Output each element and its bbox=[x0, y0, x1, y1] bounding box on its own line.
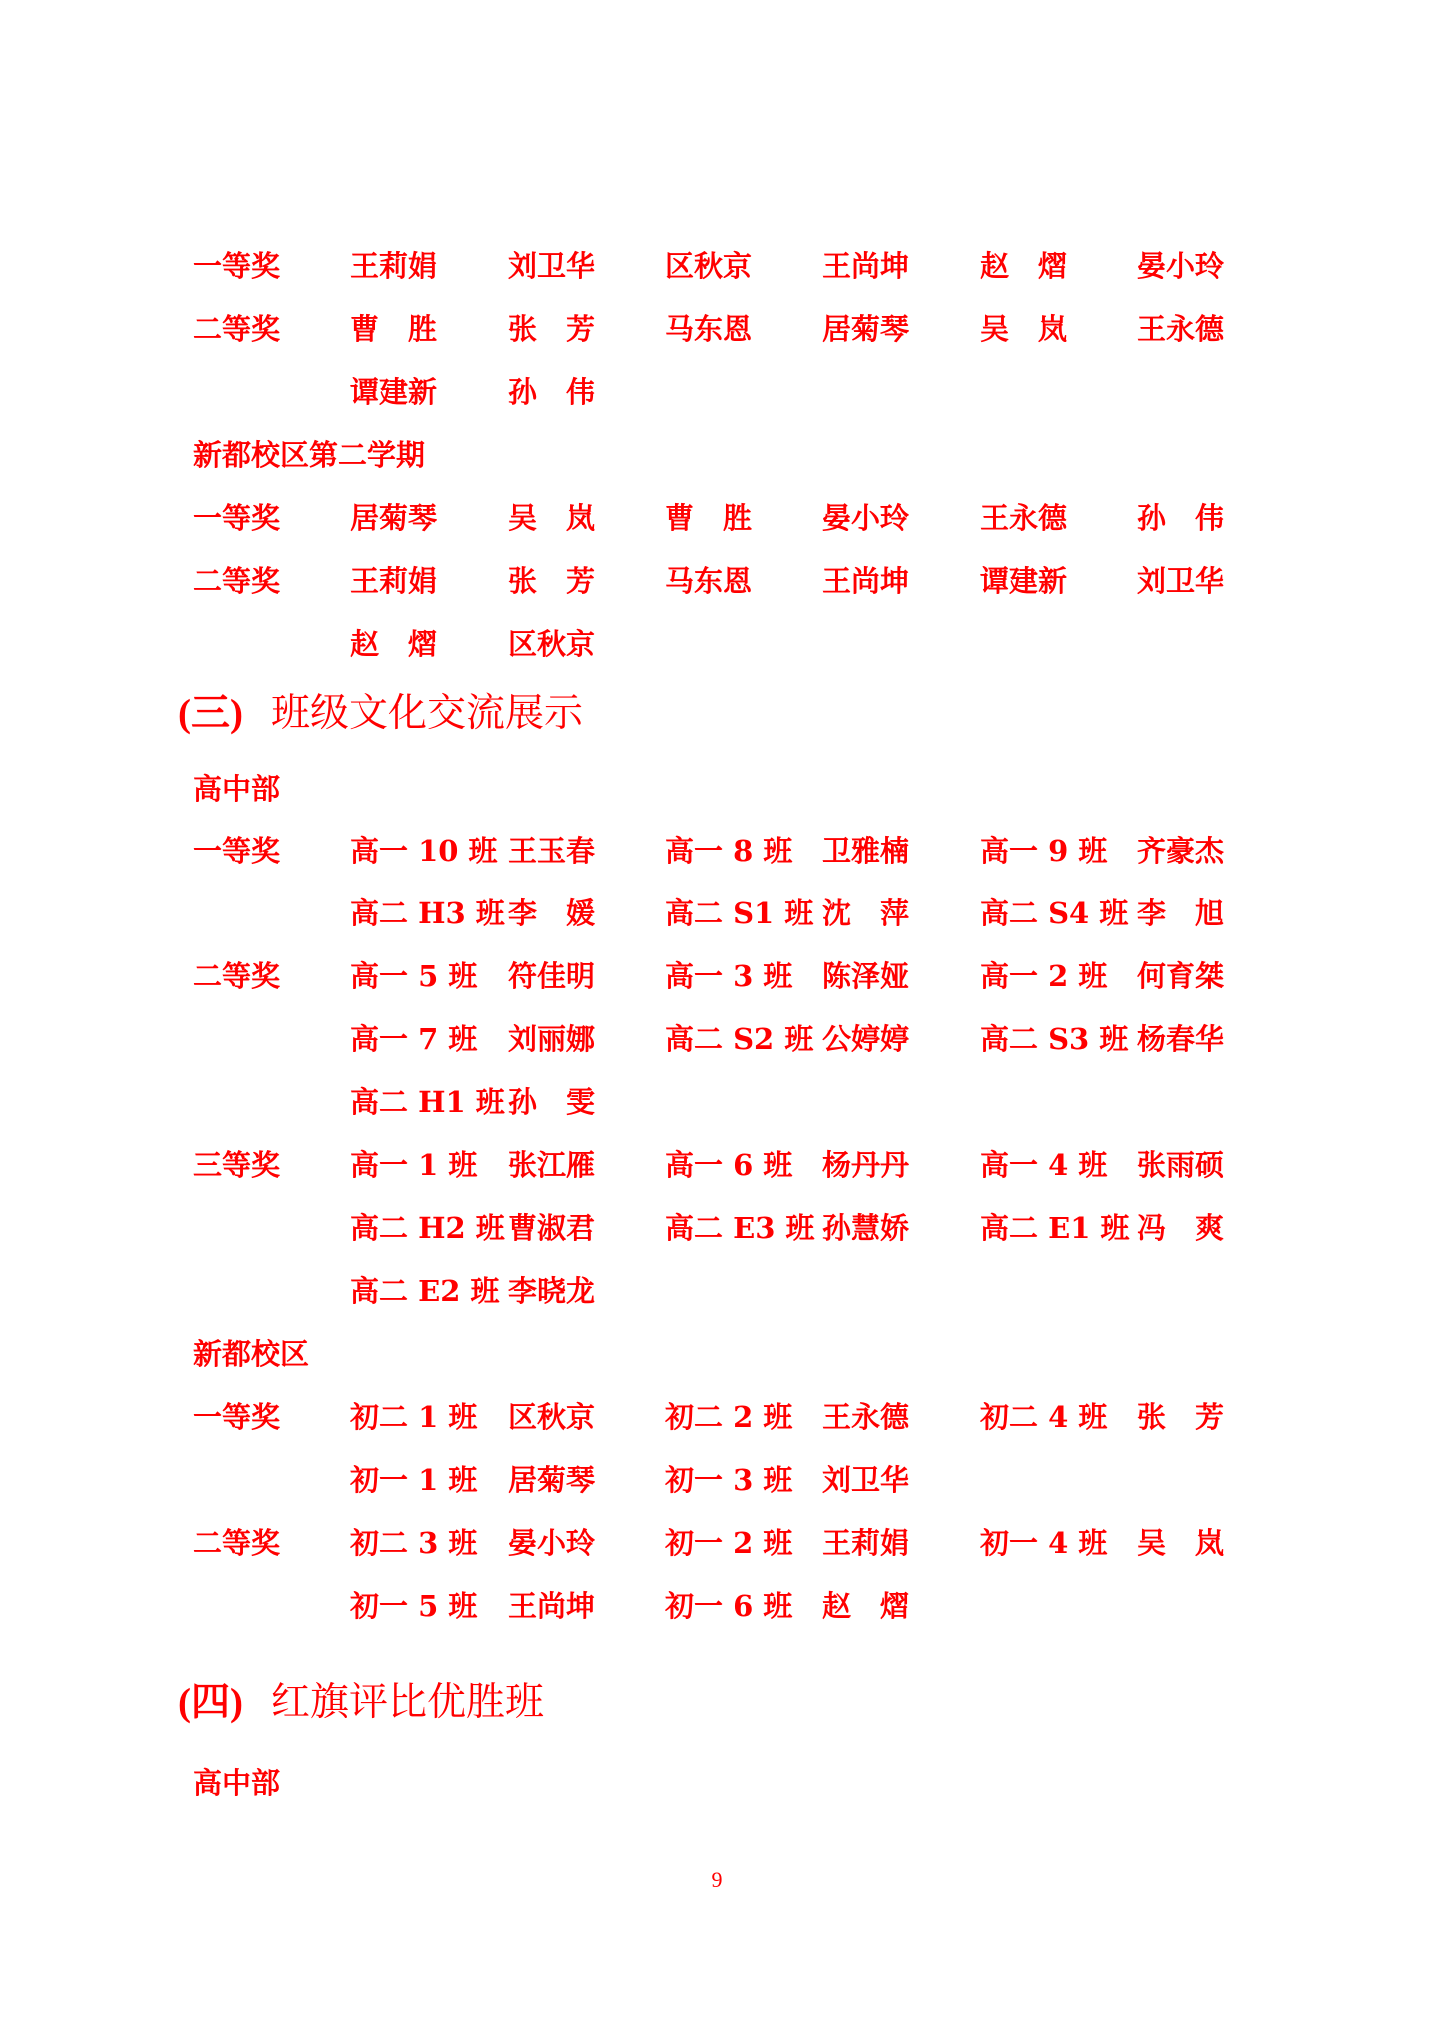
class-cell: 初一 4 班 bbox=[980, 1526, 1108, 1560]
award-row bbox=[0, 497, 1434, 539]
teacher-cell: 王永德 bbox=[822, 1400, 910, 1434]
class-cell: 高二 S4 班 bbox=[980, 896, 1129, 930]
class-cell: 初一 6 班 bbox=[665, 1589, 793, 1623]
award-level: 一等奖 bbox=[193, 1400, 281, 1434]
teacher-cell: 孙 雯 bbox=[508, 1085, 596, 1119]
section-heading bbox=[178, 686, 583, 742]
name-cell: 张 芳 bbox=[508, 564, 596, 598]
name-cell: 曹 胜 bbox=[665, 501, 753, 535]
group-label: 高中部 bbox=[193, 772, 281, 806]
award-row bbox=[0, 371, 1434, 413]
award-row bbox=[0, 308, 1434, 350]
class-cell: 高二 E1 班 bbox=[980, 1211, 1130, 1245]
name-cell: 王永德 bbox=[1137, 312, 1225, 346]
teacher-cell: 曹淑君 bbox=[508, 1211, 596, 1245]
name-cell: 谭建新 bbox=[350, 375, 438, 409]
award-row bbox=[0, 1585, 1434, 1627]
name-cell: 晏小玲 bbox=[822, 501, 910, 535]
award-level: 二等奖 bbox=[193, 1526, 281, 1560]
name-cell: 区秋京 bbox=[508, 627, 596, 661]
award-row bbox=[0, 1396, 1434, 1438]
name-cell: 刘卫华 bbox=[1137, 564, 1225, 598]
teacher-cell: 居菊琴 bbox=[508, 1463, 596, 1497]
teacher-cell: 张 芳 bbox=[1137, 1400, 1225, 1434]
class-cell: 高二 E2 班 bbox=[350, 1274, 500, 1308]
group-label: 新都校区第二学期 bbox=[193, 438, 426, 472]
award-row bbox=[0, 830, 1434, 872]
class-cell: 高一 10 班 bbox=[350, 834, 498, 868]
class-cell: 高一 9 班 bbox=[980, 834, 1108, 868]
teacher-cell: 李 旭 bbox=[1137, 896, 1225, 930]
name-cell: 刘卫华 bbox=[508, 249, 596, 283]
award-row bbox=[0, 623, 1434, 665]
group-label-row bbox=[0, 1762, 1434, 1804]
name-cell: 吴 岚 bbox=[508, 501, 596, 535]
name-cell: 孙 伟 bbox=[508, 375, 596, 409]
class-cell: 高一 1 班 bbox=[350, 1148, 478, 1182]
award-level: 三等奖 bbox=[193, 1148, 281, 1182]
class-cell: 高二 S2 班 bbox=[665, 1022, 814, 1056]
award-row bbox=[0, 892, 1434, 934]
teacher-cell: 吴 岚 bbox=[1137, 1526, 1225, 1560]
teacher-cell: 李 媛 bbox=[508, 896, 596, 930]
class-cell: 高二 H2 班 bbox=[350, 1211, 505, 1245]
teacher-cell: 沈 萍 bbox=[822, 896, 910, 930]
group-label-row bbox=[0, 768, 1434, 810]
class-cell: 高一 2 班 bbox=[980, 959, 1108, 993]
teacher-cell: 晏小玲 bbox=[508, 1526, 596, 1560]
name-cell: 赵 熠 bbox=[980, 249, 1068, 283]
name-cell: 王尚坤 bbox=[822, 564, 910, 598]
group-label-row bbox=[0, 434, 1434, 476]
class-cell: 初一 1 班 bbox=[350, 1463, 478, 1497]
teacher-cell: 齐豪杰 bbox=[1137, 834, 1225, 868]
teacher-cell: 陈泽娅 bbox=[822, 959, 910, 993]
name-cell: 谭建新 bbox=[980, 564, 1068, 598]
name-cell: 王莉娟 bbox=[350, 564, 438, 598]
class-cell: 高一 4 班 bbox=[980, 1148, 1108, 1182]
class-cell: 高一 3 班 bbox=[665, 959, 793, 993]
teacher-cell: 赵 熠 bbox=[822, 1589, 910, 1623]
class-cell: 初二 4 班 bbox=[980, 1400, 1108, 1434]
name-cell: 曹 胜 bbox=[350, 312, 438, 346]
name-cell: 张 芳 bbox=[508, 312, 596, 346]
name-cell: 王永德 bbox=[980, 501, 1068, 535]
teacher-cell: 公婷婷 bbox=[822, 1022, 910, 1056]
name-cell: 孙 伟 bbox=[1137, 501, 1225, 535]
award-row bbox=[0, 1522, 1434, 1564]
group-label-row bbox=[0, 1333, 1434, 1375]
award-level: 二等奖 bbox=[193, 564, 281, 598]
teacher-cell: 杨丹丹 bbox=[822, 1148, 910, 1182]
award-row bbox=[0, 1144, 1434, 1186]
group-label: 新都校区 bbox=[193, 1337, 310, 1371]
section-heading-number: (四) bbox=[178, 1681, 243, 1724]
award-row bbox=[0, 955, 1434, 997]
page-number: 9 bbox=[711, 1867, 723, 1892]
name-cell: 王尚坤 bbox=[822, 249, 910, 283]
name-cell: 王莉娟 bbox=[350, 249, 438, 283]
teacher-cell: 孙慧娇 bbox=[822, 1211, 910, 1245]
name-cell: 居菊琴 bbox=[350, 501, 438, 535]
teacher-cell: 刘丽娜 bbox=[508, 1022, 596, 1056]
name-cell: 马东恩 bbox=[665, 312, 753, 346]
class-cell: 初二 1 班 bbox=[350, 1400, 478, 1434]
class-cell: 初二 3 班 bbox=[350, 1526, 478, 1560]
award-row bbox=[0, 560, 1434, 602]
class-cell: 高一 7 班 bbox=[350, 1022, 478, 1056]
award-row bbox=[0, 1081, 1434, 1123]
award-level: 二等奖 bbox=[193, 312, 281, 346]
award-level: 一等奖 bbox=[193, 501, 281, 535]
award-level: 一等奖 bbox=[193, 834, 281, 868]
name-cell: 马东恩 bbox=[665, 564, 753, 598]
class-cell: 高二 E3 班 bbox=[665, 1211, 815, 1245]
group-label: 高中部 bbox=[193, 1766, 281, 1800]
award-row bbox=[0, 1018, 1434, 1060]
teacher-cell: 刘卫华 bbox=[822, 1463, 910, 1497]
class-cell: 高一 6 班 bbox=[665, 1148, 793, 1182]
class-cell: 高一 8 班 bbox=[665, 834, 793, 868]
class-cell: 高二 H1 班 bbox=[350, 1085, 505, 1119]
class-cell: 高一 5 班 bbox=[350, 959, 478, 993]
class-cell: 初二 2 班 bbox=[665, 1400, 793, 1434]
name-cell: 赵 熠 bbox=[350, 627, 438, 661]
class-cell: 高二 S3 班 bbox=[980, 1022, 1129, 1056]
teacher-cell: 区秋京 bbox=[508, 1400, 596, 1434]
award-row bbox=[0, 1270, 1434, 1312]
section-heading-title: 班级文化交流展示 bbox=[270, 691, 583, 736]
teacher-cell: 王莉娟 bbox=[822, 1526, 910, 1560]
name-cell: 吴 岚 bbox=[980, 312, 1068, 346]
teacher-cell: 张江雁 bbox=[508, 1148, 596, 1182]
award-row bbox=[0, 245, 1434, 287]
teacher-cell: 符佳明 bbox=[508, 959, 596, 993]
name-cell: 晏小玲 bbox=[1137, 249, 1225, 283]
class-cell: 高二 S1 班 bbox=[665, 896, 814, 930]
teacher-cell: 张雨硕 bbox=[1137, 1148, 1225, 1182]
teacher-cell: 王玉春 bbox=[508, 834, 596, 868]
award-level: 一等奖 bbox=[193, 249, 281, 283]
teacher-cell: 李晓龙 bbox=[508, 1274, 596, 1308]
teacher-cell: 杨春华 bbox=[1137, 1022, 1225, 1056]
teacher-cell: 王尚坤 bbox=[508, 1589, 596, 1623]
section-heading bbox=[178, 1675, 544, 1731]
award-row bbox=[0, 1207, 1434, 1249]
class-cell: 初一 5 班 bbox=[350, 1589, 478, 1623]
award-row bbox=[0, 1459, 1434, 1501]
teacher-cell: 卫雅楠 bbox=[822, 834, 910, 868]
section-heading-title: 红旗评比优胜班 bbox=[270, 1680, 544, 1725]
class-cell: 高二 H3 班 bbox=[350, 896, 505, 930]
award-level: 二等奖 bbox=[193, 959, 281, 993]
class-cell: 初一 3 班 bbox=[665, 1463, 793, 1497]
section-heading-number: (三) bbox=[178, 692, 243, 735]
name-cell: 居菊琴 bbox=[822, 312, 910, 346]
teacher-cell: 何育桀 bbox=[1137, 959, 1225, 993]
class-cell: 初一 2 班 bbox=[665, 1526, 793, 1560]
teacher-cell: 冯 爽 bbox=[1137, 1211, 1225, 1245]
name-cell: 区秋京 bbox=[665, 249, 753, 283]
